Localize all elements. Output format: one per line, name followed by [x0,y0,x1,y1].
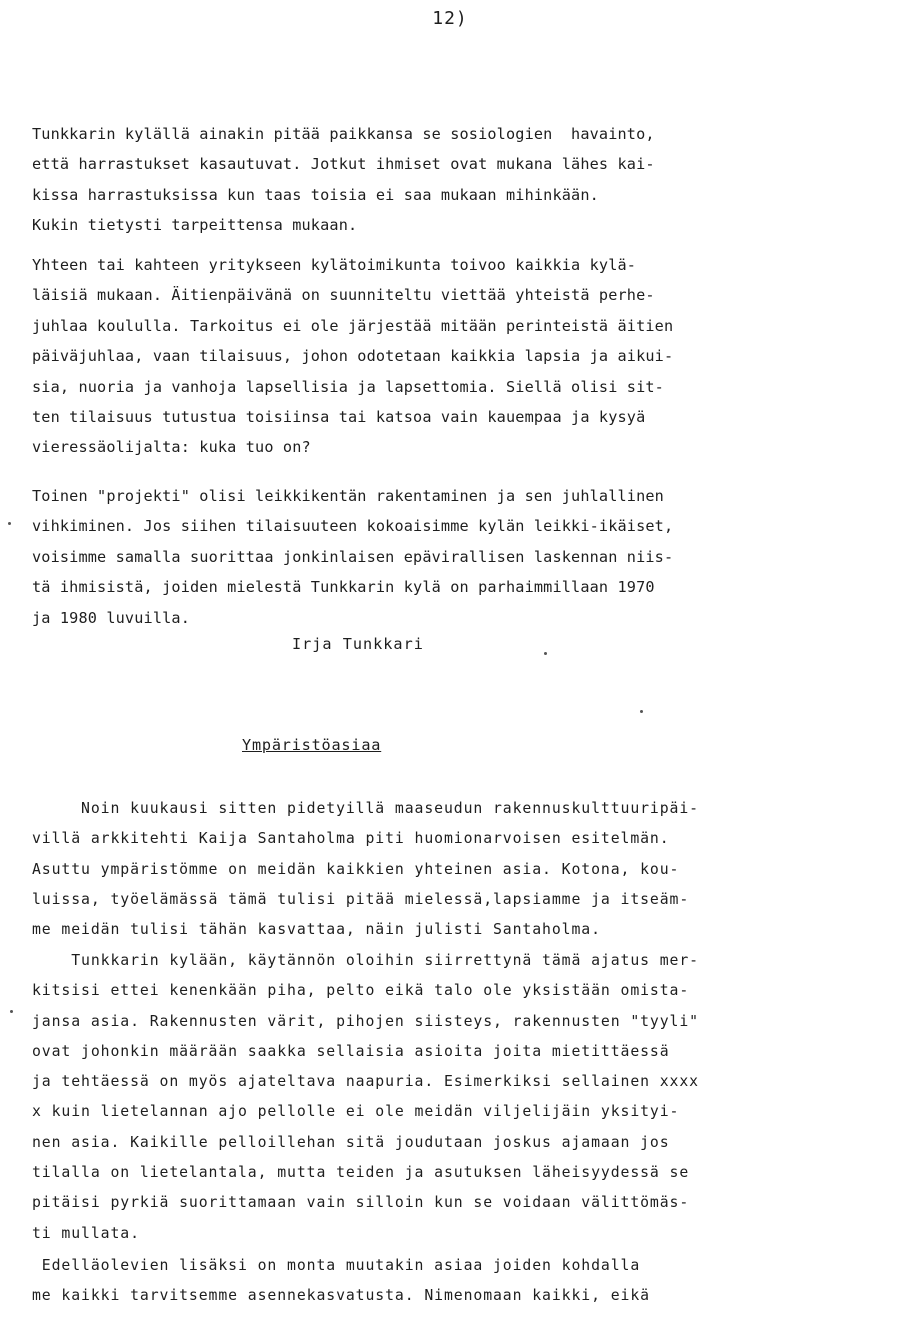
paragraph-aitienpaiva [32,250,878,463]
text-line: jansa asia. Rakennusten värit, pihojen siisteys, rakennusten "tyyli" [32,1012,699,1030]
paragraph-leikkikentta [32,481,878,633]
text-line: Toinen "projekti" olisi leikkikentän rakentaminen ja sen juhlallinen [32,487,664,505]
text-line: Yhteen tai kahteen yritykseen kylätoimikunta toivoo kaikkia kylä- [32,256,637,274]
text-line: että harrastukset kasautuvat. Jotkut ihmiset ovat mukana lähes kai- [32,155,655,174]
text-line: pitäisi pyrkiä suorittamaan vain silloin kun se voidaan välittömäs- [32,1194,690,1212]
text-line: tilalla on lietelantala, mutta teiden ja asutuksen läheisyydessä se [32,1164,690,1182]
text-line: juhlaa koululla. Tarkoitus ei ole järjestää mitään perinteistä äitien [32,316,674,335]
paragraph-harrastukset [32,119,878,241]
text-line: ten tilaisuus tutustua toisiinsa tai katsoa vain kauempaa ja kysyä [32,408,646,427]
text-line: Noin kuukausi sitten pidetyillä maaseudun rakennuskulttuuripäi- [32,800,699,817]
section-heading: Ympäristöasiaa [242,736,382,754]
text-line: sia, nuoria ja vanhoja lapsellisia ja lapsettomia. Siellä olisi sit- [32,377,664,396]
text-line: me meidän tulisi tähän kasvattaa, näin julisti Santaholma. [32,921,601,939]
text-line: x kuin lietelannan ajo pellolle ei ole meidän viljelijäin yksityi- [32,1103,680,1121]
paragraph-asennekasvatus [32,1251,878,1312]
text-line: ja tehtäessä on myös ajateltava naapuria. Esimerkiksi sellainen xxxx [32,1073,699,1091]
scan-speck [8,522,11,525]
scan-speck [10,1010,13,1013]
author-signature: Irja Tunkkari [292,635,424,653]
paragraph-tunkkarin-kyla [32,946,878,1249]
paragraph-santaholma [32,794,878,945]
text-line: kissa harrastuksissa kun taas toisia ei saa mukaan mihinkään. [32,185,599,204]
text-line: vieressäolijalta: kuka tuo on? [32,438,311,457]
text-line: Edelläolevien lisäksi on monta muutakin asiaa joiden kohdalla [32,1257,641,1274]
text-line: kitsisi ettei kenenkään piha, pelto eikä talo ole yksistään omista- [32,982,690,1000]
text-line: ovat johonkin määrään saakka sellaisia asioita joita mietittäessä [32,1042,670,1060]
text-line: luissa, työelämässä tämä tulisi pitää mielessä,lapsiamme ja itseäm- [32,890,690,908]
text-line: Tunkkarin kylällä ainakin pitää paikkansa se sosiologien havainto, [32,125,655,143]
text-line: Asuttu ympäristömme on meidän kaikkien yhteinen asia. Kotona, kou- [32,860,680,878]
text-line: ja 1980 luvuilla. [32,608,190,627]
text-line: villä arkkitehti Kaija Santaholma piti huomionarvoisen esitelmän. [32,830,670,848]
text-line: me kaikki tarvitsemme asennekasvatusta. Nimenomaan kaikki, eikä [32,1287,650,1305]
scan-speck [640,710,643,713]
text-line: vihkiminen. Jos siihen tilaisuuteen kokoaisimme kylän leikki-ikäiset, [32,517,674,536]
page-number: 12) [432,8,468,29]
text-line: ti mullata. [32,1224,140,1242]
text-line: päiväjuhlaa, vaan tilaisuus, johon odotetaan kaikkia lapsia ja aikui- [32,347,674,366]
text-line: nen asia. Kaikille pelloillehan sitä joudutaan joskus ajamaan jos [32,1133,670,1151]
text-line: Kukin tietysti tarpeittensa mukaan. [32,216,358,235]
scan-speck [544,652,547,655]
text-line: tä ihmisistä, joiden mielestä Tunkkarin kylä on parhaimmillaan 1970 [32,578,655,597]
text-line: läisiä mukaan. Äitienpäivänä on suunniteltu viettää yhteistä perhe- [32,286,655,305]
text-line: voisimme samalla suorittaa jonkinlaisen epävirallisen laskennan niis- [32,547,674,566]
text-line: Tunkkarin kylään, käytännön oloihin siirrettynä tämä ajatus mer- [32,952,699,969]
